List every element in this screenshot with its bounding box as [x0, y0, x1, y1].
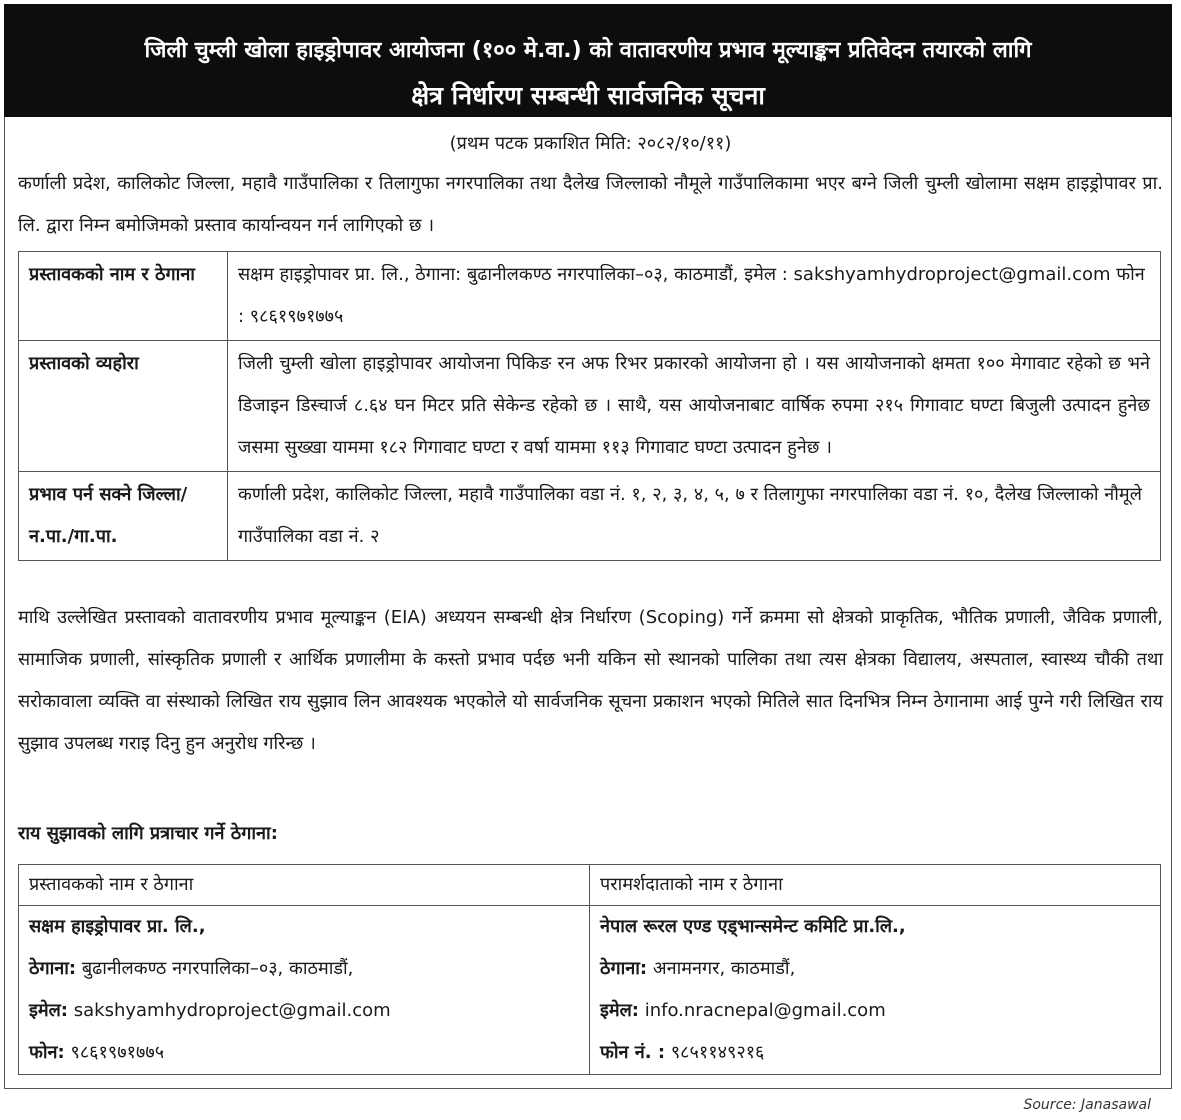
notice-title-line1: जिली चुम्ली खोला हाइड्रोपावर आयोजना (१०० मे.वा.) को वातावरणीय प्रभाव मूल्याङ्कन प्रतिवेदन तयारको लागि [144, 38, 1032, 63]
address-value: बुढानीलकण्ठ नगरपालिका–०३, काठमाडौं, [76, 958, 354, 979]
intro-paragraph: कर्णाली प्रदेश, कालिकोट जिल्ला, महावै गाउँपालिका र तिलागुफा नगरपालिका तथा दैलेख जिल्लाको नौमूले गाउँपालिकामा भएर बग्ने जिली चुम्ली खोलामा सक्षम हाइड्रोपावर प्रा. लि. द्वारा निम्न बमोजिमको प्रस्ताव कार्यान्वयन गर्न लागिएको छ । [18, 173, 1163, 236]
project-details-table [18, 251, 1161, 561]
contacts-table [18, 864, 1161, 1075]
phone-label: फोन नं. : [600, 1042, 666, 1063]
consultant-name: नेपाल रूरल एण्ड एड्भान्समेन्ट कमिटि प्रा.लि., [600, 916, 906, 937]
proponent-label: प्रस्तावकको नाम र ठेगाना [19, 252, 228, 341]
proponent-address [29, 948, 579, 990]
table-row [19, 252, 1161, 341]
proposal-value: जिली चुम्ली खोला हाइड्रोपावर आयोजना पिकिङ रन अफ रिभर प्रकारको आयोजना हो । यस आयोजनाको क्षमता १०० मेगावाट रहेको छ भने डिजाइन डिस्चार्ज ८.६४ घन मिटर प्रति सेकेन्ड रहेको छ । साथै, यस आयोजनाबाट वार्षिक रुपमा २१५ गिगावाट घण्टा बिजुली उत्पादन हुनेछ जसमा सुख्खा याममा १८२ गिगावाट घण्टा र वर्षा याममा ११३ गिगावाट घण्टा उत्पादन हुनेछ । [228, 341, 1161, 472]
proponent-column-heading: प्रस्तावकको नाम र ठेगाना [19, 865, 590, 906]
table-row [19, 865, 1161, 906]
address-label: ठेगाना: [29, 958, 77, 979]
notice-title-line2: क्षेत्र निर्धारण सम्बन्धी सार्वजनिक सूचना [411, 81, 765, 110]
table-row [19, 472, 1161, 561]
notice-header [4, 4, 1172, 117]
consultant-email [600, 990, 1150, 1032]
consultant-contact [590, 906, 1161, 1075]
email-value: info.nracnepal@gmail.com [639, 1000, 886, 1021]
request-paragraph: माथि उल्लेखित प्रस्तावको वातावरणीय प्रभाव मूल्याङ्कन (EIA) अध्ययन सम्बन्धी क्षेत्र निर्धारण (Scoping) गर्ने क्रममा सो क्षेत्रको प्राकृतिक, भौतिक प्रणाली, जैविक प्रणाली, सामाजिक प्रणाली, सांस्कृतिक प्रणाली र आर्थिक प्रणालीमा के कस्तो प्रभाव पर्दछ भनी यकिन सो स्थानको पालिका तथा त्यस क्षेत्रका विद्यालय, अस्पताल, स्वास्थ्य चौकी तथा सरोकावाला व्यक्ति वा संस्थाको लिखित राय सुझाव लिन आवश्यक भएकोले यो सार्वजनिक सूचना प्रकाशन भएको मितिले सात दिनभित्र निम्न ठेगानामा आई पुग्ने गरी लिखित राय सुझाव उपलब्ध गराइ दिनु हुन अनुरोध गरिन्छ । [18, 607, 1163, 754]
affected-area-value: कर्णाली प्रदेश, कालिकोट जिल्ला, महावै गाउँपालिका वडा नं. १, २, ३, ४, ५, ७ र तिलागुफा नगरपालिका वडा नं. १०, दैलेख जिल्लाको नौमूले गाउँपालिका वडा नं. २ [228, 472, 1161, 561]
email-label: इमेल: [29, 1000, 69, 1021]
proponent-value: सक्षम हाइड्रोपावर प्रा. लि., ठेगाना: बुढानीलकण्ठ नगरपालिका–०३, काठमाडौं, इमेल : sakshyamhydroproject@gmail.com फोन : ९८६१९७१७७५ [228, 252, 1161, 341]
consultant-address [600, 948, 1150, 990]
source-credit: Source: Janasawal [1023, 1097, 1151, 1113]
proponent-name: सक्षम हाइड्रोपावर प्रा. लि., [29, 916, 206, 937]
table-row [19, 906, 1161, 1075]
email-label: इमेल: [600, 1000, 640, 1021]
affected-area-label: प्रभाव पर्न सक्ने जिल्ला/न.पा./गा.पा. [19, 472, 228, 561]
address-label: ठेगाना: [600, 958, 648, 979]
proposal-label: प्रस्तावको व्यहोरा [19, 341, 228, 472]
address-value: अनामनगर, काठमाडौं, [647, 958, 796, 979]
publication-date: (प्रथम पटक प्रकाशित मिति: २०८२/१०/११) [449, 133, 732, 154]
proponent-phone [29, 1032, 579, 1074]
phone-label: फोन: [29, 1042, 65, 1063]
phone-value: ९८६१९७१७७५ [64, 1042, 165, 1063]
email-value: sakshyamhydroproject@gmail.com [68, 1000, 391, 1021]
contact-heading: राय सुझावको लागि प्रत्राचार गर्ने ठेगाना: [18, 823, 278, 844]
proponent-email [29, 990, 579, 1032]
phone-value: ९८५११४९२१६ [665, 1042, 765, 1063]
consultant-phone [600, 1032, 1150, 1074]
consultant-column-heading: परामर्शदाताको नाम र ठेगाना [590, 865, 1161, 906]
table-row [19, 341, 1161, 472]
proponent-contact [19, 906, 590, 1075]
